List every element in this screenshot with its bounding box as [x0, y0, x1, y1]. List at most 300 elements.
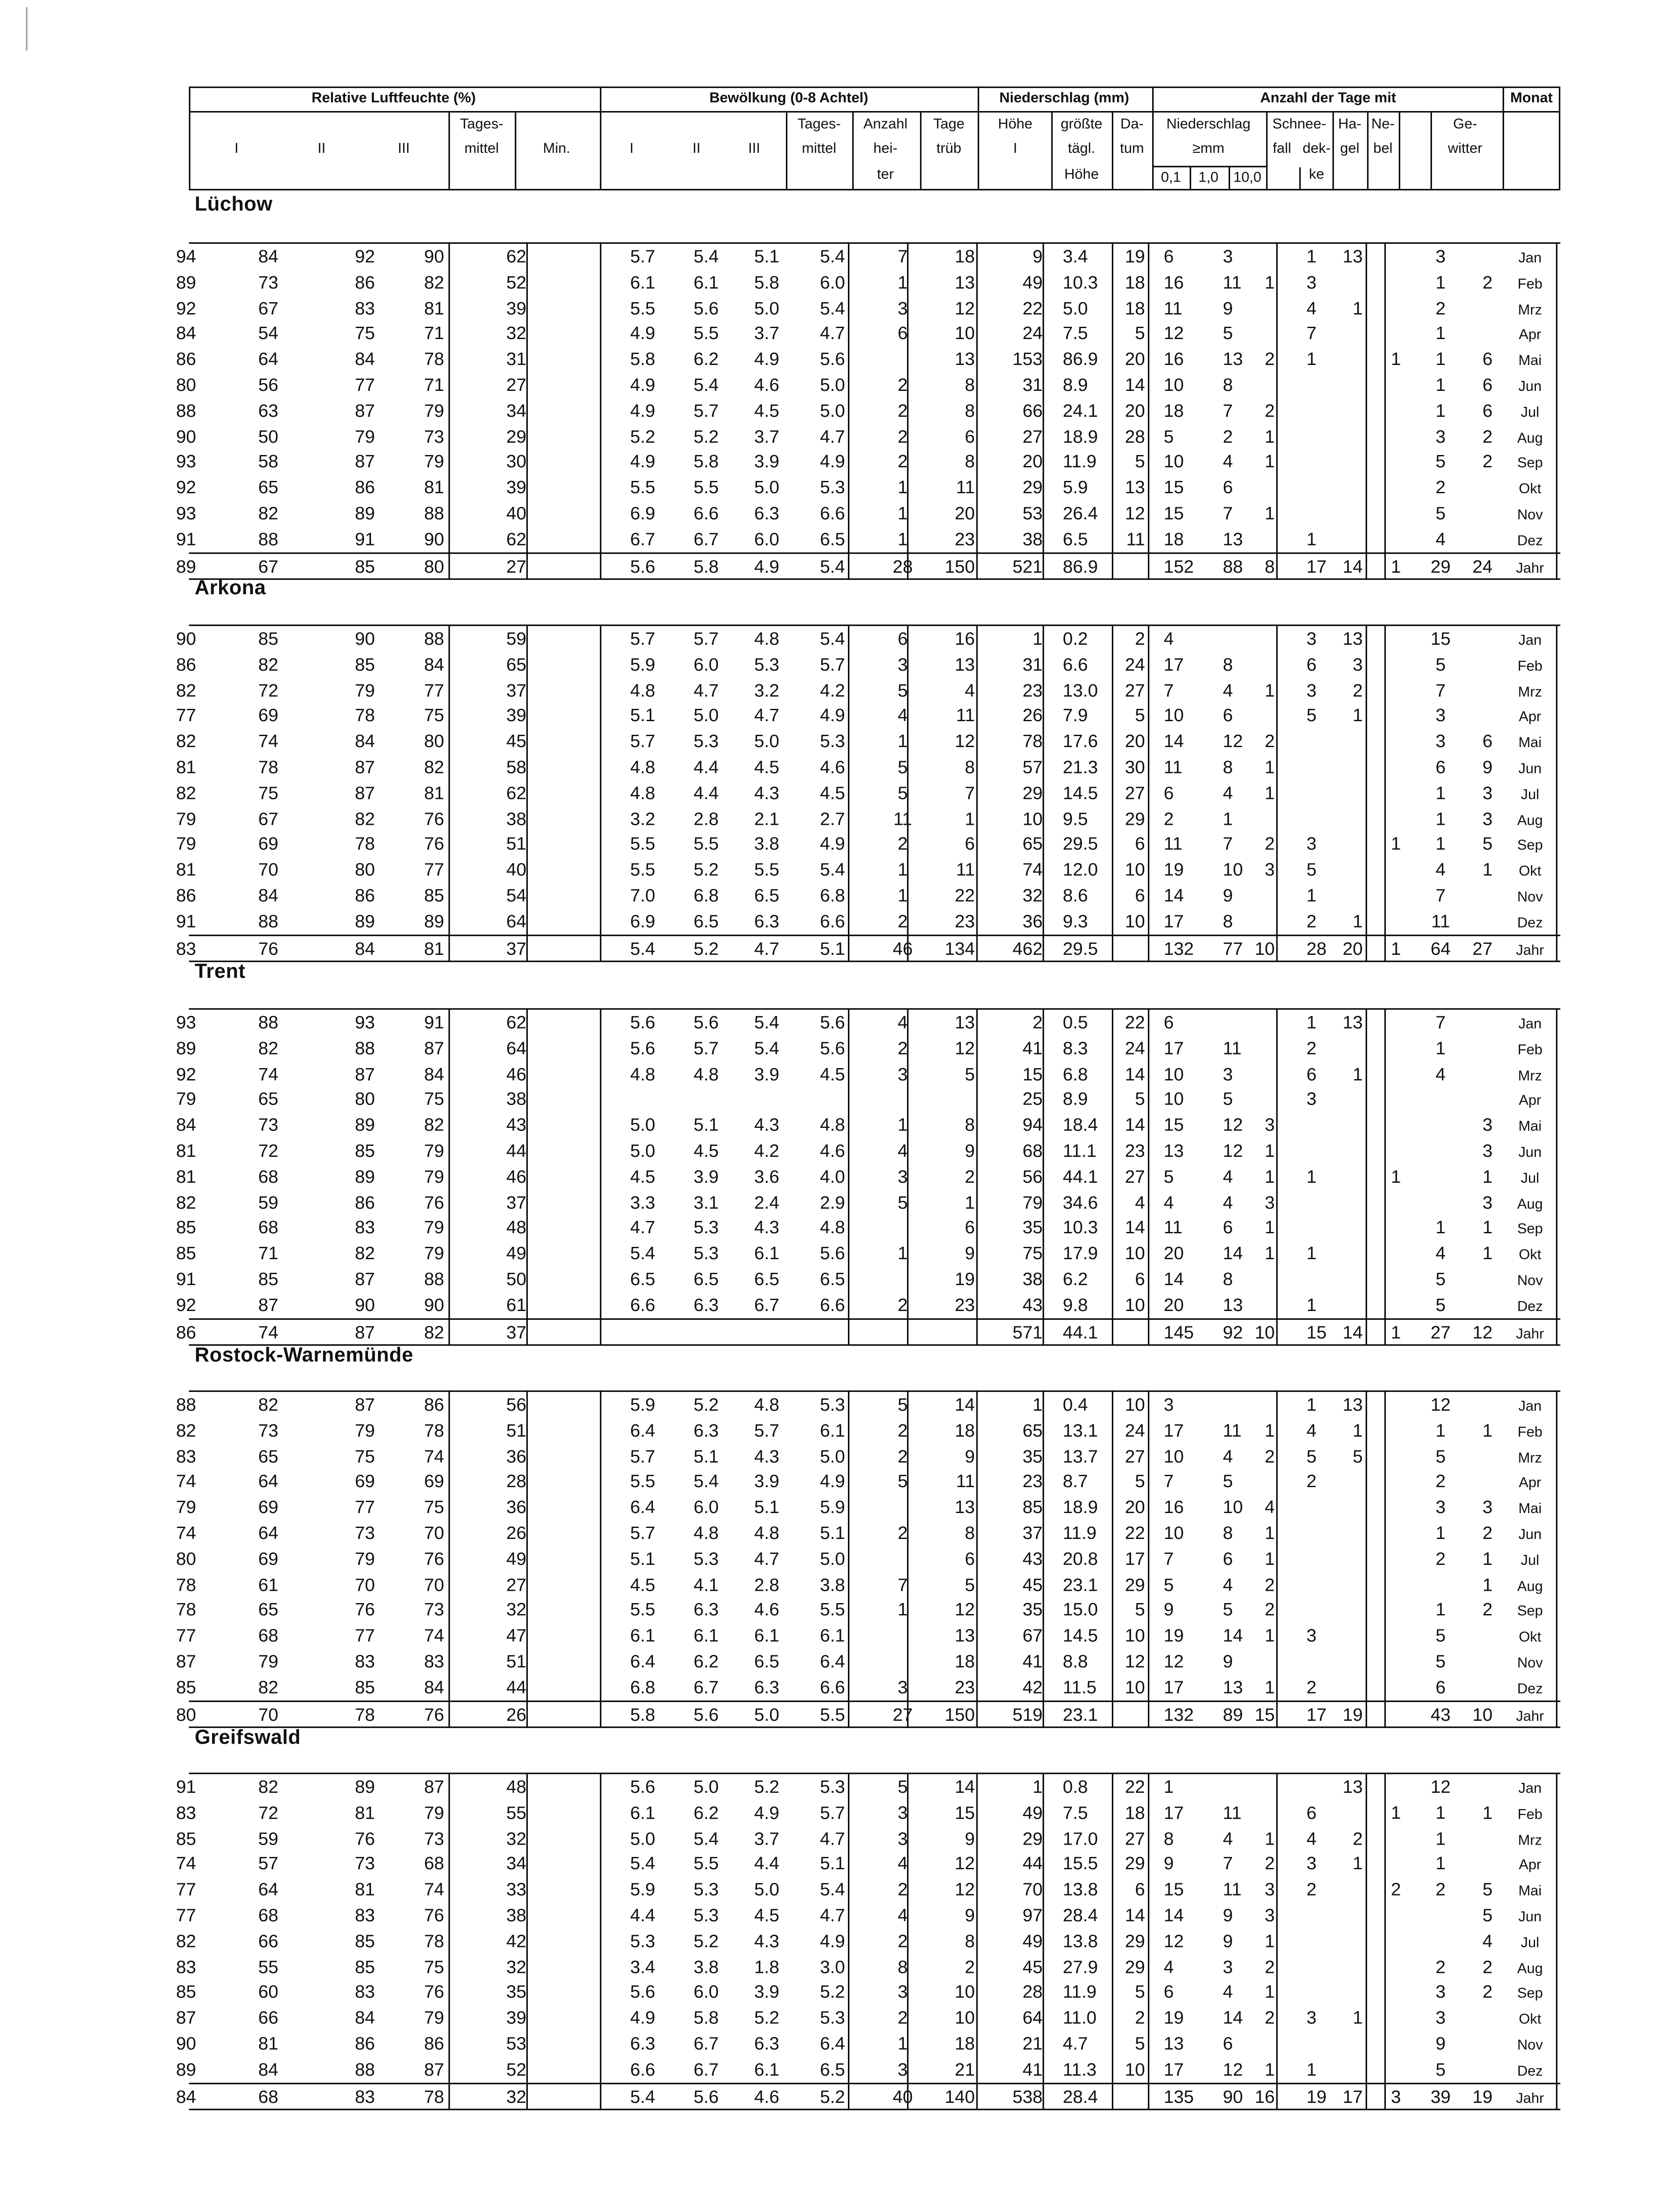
cell-heiter: 1	[898, 731, 908, 752]
cell-nd-10: 6	[1222, 2033, 1233, 2054]
cell-trueb: 134	[945, 938, 975, 959]
cell-rf-i: 84	[176, 2086, 196, 2107]
cell-schnee: 3	[1306, 628, 1317, 649]
cell-groesste: 17.0	[1063, 1828, 1098, 1849]
cell-rf-min: 58	[506, 757, 526, 778]
cell-monat: Mrz	[1518, 684, 1542, 701]
cell-heiter: 5	[898, 1472, 908, 1492]
cell-rf-ii: 54	[258, 323, 278, 344]
cell-rf-tm: 89	[424, 911, 444, 932]
cell-rf-i: 82	[176, 731, 196, 752]
cell-bw-iii: 4.7	[754, 938, 779, 959]
cell-bw-ii: 5.3	[693, 1549, 719, 1569]
cell-bw-iii: 2.8	[754, 1574, 779, 1595]
cell-groesste: 17.9	[1063, 1243, 1098, 1264]
cell-bw-ii: 5.5	[693, 477, 719, 498]
cell-bw-tm: 5.3	[820, 1394, 845, 1415]
cell-hoehe: 36	[1022, 911, 1043, 932]
cell-hoehe: 64	[1022, 2008, 1043, 2029]
cell-hoehe: 44	[1022, 1854, 1043, 1875]
cell-rf-iii: 90	[355, 1295, 375, 1315]
cell-nd-10: 8	[1222, 654, 1233, 675]
cell-bw-ii: 5.5	[693, 1854, 719, 1875]
cell-nebel: 2	[1435, 1549, 1446, 1569]
cell-gewitter: 3	[1482, 1192, 1493, 1213]
cell-rf-tm: 79	[424, 1167, 444, 1187]
cell-rf-min: 27	[506, 1574, 526, 1595]
cell-heiter: 2	[898, 1879, 908, 1900]
cell-hoehe: 25	[1022, 1089, 1043, 1110]
cell-hoehe: 571	[1012, 1322, 1043, 1343]
cell-groesste: 11.9	[1063, 452, 1097, 473]
cell-rf-tm: 79	[424, 1802, 444, 1823]
cell-datum: 29	[1125, 1957, 1145, 1977]
cell-trueb: 10	[955, 323, 975, 344]
cell-nd-10: 13	[1222, 529, 1243, 549]
cell-rf-i: 74	[176, 1472, 196, 1492]
cell-bw-iii: 2.1	[754, 809, 779, 829]
cell-nebel: 7	[1435, 1012, 1446, 1033]
cell-bw-i: 5.5	[630, 1600, 656, 1621]
cell-datum: 20	[1125, 731, 1145, 752]
cell-hoehe: 1	[1032, 1777, 1043, 1797]
cell-trueb: 23	[955, 1677, 975, 1698]
cell-bw-tm: 5.6	[820, 1243, 845, 1264]
cell-nebel: 1	[1435, 1828, 1446, 1849]
cell-nebel: 5	[1435, 503, 1446, 524]
cell-rf-ii: 55	[258, 1957, 278, 1977]
cell-rf-ii: 84	[258, 246, 278, 267]
cell-bw-tm: 5.7	[820, 654, 845, 675]
cell-nd-10: 8	[1222, 911, 1233, 932]
cell-groesste: 11.3	[1063, 2059, 1097, 2080]
cell-bw-tm: 6.4	[820, 1651, 845, 1672]
cell-bw-iii: 5.5	[754, 860, 779, 880]
cell-decke: 13	[1342, 1777, 1363, 1797]
cell-groesste: 13.0	[1063, 680, 1098, 701]
cell-bw-ii: 5.3	[693, 1243, 719, 1264]
cell-nd-100: 2	[1265, 349, 1275, 370]
cell-rf-min: 32	[506, 323, 526, 344]
cell-bw-tm: 5.4	[820, 556, 845, 577]
cell-rf-iii: 73	[355, 1854, 375, 1875]
col-anzahl-1: Anzahl	[863, 117, 908, 133]
cell-rf-ii: 68	[258, 1625, 278, 1646]
cell-rf-i: 78	[176, 1600, 196, 1621]
cell-heiter: 2	[898, 1446, 908, 1466]
cell-rf-i: 79	[176, 809, 196, 829]
cell-groesste: 13.1	[1063, 1420, 1098, 1441]
col-anzahl-2: hei-	[873, 141, 898, 157]
cell-datum: 10	[1125, 860, 1145, 880]
cell-rf-i: 77	[176, 1625, 196, 1646]
cell-bw-ii: 5.7	[693, 401, 719, 421]
cell-monat: Dez	[1517, 915, 1543, 932]
cell-nd-01: 6	[1164, 1012, 1174, 1033]
cell-nd-01: 15	[1164, 1879, 1184, 1900]
cell-datum: 18	[1125, 298, 1145, 318]
cell-rf-i: 93	[176, 452, 196, 473]
cell-rf-i: 87	[176, 1651, 196, 1672]
cell-nd-01: 10	[1164, 452, 1184, 473]
cell-trueb: 16	[955, 628, 975, 649]
cell-nd-10: 90	[1222, 2086, 1243, 2107]
cell-rf-min: 49	[506, 1243, 526, 1264]
cell-nebel: 11	[1431, 911, 1450, 932]
cell-bw-iii: 5.0	[754, 1704, 779, 1725]
cell-datum: 29	[1125, 1931, 1145, 1951]
cell-trueb: 13	[955, 654, 975, 675]
cell-datum: 22	[1125, 1777, 1145, 1797]
cell-datum: 29	[1125, 1854, 1145, 1875]
cell-schnee: 3	[1306, 834, 1317, 855]
cell-gewitter: 27	[1472, 938, 1493, 959]
cell-bw-iii: 6.5	[754, 885, 779, 906]
cell-gewitter: 6	[1482, 375, 1493, 395]
cell-hoehe: 38	[1022, 529, 1043, 549]
cell-bw-i: 6.1	[630, 1625, 656, 1646]
cell-bw-iii: 6.0	[754, 529, 779, 549]
cell-trueb: 9	[965, 1905, 975, 1926]
cell-bw-tm: 6.6	[820, 503, 845, 524]
cell-nd-10: 13	[1222, 1677, 1243, 1698]
cell-trueb: 1	[965, 1192, 975, 1213]
cell-bw-i: 4.7	[630, 1218, 656, 1239]
cell-rf-i: 86	[176, 885, 196, 906]
cell-rf-iii: 85	[355, 1957, 375, 1977]
cell-trueb: 8	[965, 1931, 975, 1951]
cell-trueb: 8	[965, 757, 975, 778]
cell-rf-tm: 85	[424, 885, 444, 906]
cell-monat: Jun	[1518, 1527, 1542, 1543]
cell-bw-iii: 5.0	[754, 477, 779, 498]
cell-nebel: 15	[1430, 628, 1451, 649]
cell-datum: 5	[1135, 1472, 1145, 1492]
cell-trueb: 21	[955, 2059, 975, 2080]
cell-nd-10: 7	[1222, 401, 1233, 421]
cell-trueb: 13	[955, 1625, 975, 1646]
cell-hoehe: 462	[1012, 938, 1043, 959]
cell-trueb: 12	[955, 1879, 975, 1900]
cell-rf-tm: 81	[424, 477, 444, 498]
cell-bw-iii: 4.9	[754, 349, 779, 370]
cell-nd-01: 15	[1164, 477, 1184, 498]
cell-monat: Jul	[1521, 405, 1539, 421]
cell-groesste: 6.2	[1063, 1269, 1088, 1289]
cell-bw-iii: 5.8	[754, 272, 779, 293]
cell-bw-i: 6.3	[630, 2033, 656, 2054]
cell-schnee: 4	[1306, 1828, 1317, 1849]
cell-hoehe: 24	[1022, 323, 1043, 344]
col-datum-1: Da-	[1120, 117, 1144, 133]
cell-rf-ii: 64	[258, 1523, 278, 1543]
cell-nd-100: 1	[1265, 1677, 1275, 1698]
cell-datum: 10	[1125, 1295, 1145, 1315]
cell-heiter: 1	[898, 477, 908, 498]
cell-bw-tm: 5.4	[820, 860, 845, 880]
cell-rf-min: 45	[506, 731, 526, 752]
cell-heiter: 3	[898, 298, 908, 318]
cell-schnee: 2	[1306, 1879, 1317, 1900]
cell-trueb: 10	[955, 2008, 975, 2029]
cell-rf-min: 48	[506, 1218, 526, 1239]
cell-rf-ii: 59	[258, 1192, 278, 1213]
cell-rf-i: 85	[176, 1677, 196, 1698]
cell-heiter: 1	[898, 1600, 908, 1621]
cell-bw-iii: 3.9	[754, 1982, 779, 2003]
cell-hagel: 1	[1391, 834, 1401, 855]
cell-nebel: 2	[1435, 1879, 1446, 1900]
cell-groesste: 8.3	[1063, 1038, 1088, 1058]
cell-heiter: 3	[898, 1802, 908, 1823]
cell-nd-01: 5	[1164, 1167, 1174, 1187]
cell-bw-iii: 6.5	[754, 1269, 779, 1289]
cell-rf-tm: 70	[424, 1523, 444, 1543]
cell-datum: 14	[1125, 375, 1145, 395]
cell-rf-iii: 75	[355, 1446, 375, 1466]
cell-nd-10: 9	[1222, 298, 1233, 318]
cell-gewitter: 5	[1482, 834, 1493, 855]
cell-rf-i: 81	[176, 860, 196, 880]
cell-monat: Jan	[1518, 1399, 1542, 1415]
cell-hoehe: 35	[1022, 1218, 1043, 1239]
cell-nd-01: 9	[1164, 1600, 1174, 1621]
cell-groesste: 17.6	[1063, 731, 1098, 752]
cell-groesste: 11.1	[1063, 1141, 1097, 1161]
cell-nd-100: 1	[1265, 272, 1275, 293]
cell-nd-01: 2	[1164, 809, 1174, 829]
cell-datum: 2	[1135, 2008, 1145, 2029]
cell-datum: 13	[1125, 477, 1145, 498]
cell-nebel: 6	[1435, 1677, 1446, 1698]
cell-bw-ii: 4.8	[693, 1064, 719, 1084]
cell-nd-10: 9	[1222, 1651, 1233, 1672]
cell-bw-tm: 5.0	[820, 1446, 845, 1466]
cell-heiter: 8	[898, 1957, 908, 1977]
cell-bw-i: 6.4	[630, 1420, 656, 1441]
cell-rf-tm: 69	[424, 1472, 444, 1492]
cell-rf-min: 26	[506, 1704, 526, 1725]
cell-trueb: 15	[955, 1802, 975, 1823]
cell-bw-ii: 4.1	[693, 1574, 719, 1595]
cell-bw-tm: 5.6	[820, 1038, 845, 1058]
cell-trueb: 8	[965, 401, 975, 421]
cell-bw-ii: 6.0	[693, 654, 719, 675]
cell-datum: 20	[1125, 349, 1145, 370]
cell-datum: 5	[1135, 323, 1145, 344]
cell-hoehe: 97	[1022, 1905, 1043, 1926]
cell-datum: 12	[1125, 1651, 1145, 1672]
cell-nd-100: 1	[1265, 426, 1275, 447]
cell-heiter: 5	[898, 1394, 908, 1415]
cell-rf-ii: 50	[258, 426, 278, 447]
cell-rf-ii: 59	[258, 1828, 278, 1849]
cell-bw-iii: 6.3	[754, 911, 779, 932]
cell-monat: Dez	[1517, 533, 1543, 549]
station-table	[176, 1391, 1560, 1729]
cell-rf-min: 49	[506, 1549, 526, 1569]
cell-rf-ii: 74	[258, 1322, 278, 1343]
cell-trueb: 5	[965, 1064, 975, 1084]
cell-heiter: 2	[898, 1038, 908, 1058]
cell-heiter: 3	[898, 654, 908, 675]
cell-rf-tm: 76	[424, 809, 444, 829]
cell-monat: Mai	[1518, 1120, 1542, 1136]
cell-bw-tm: 4.8	[820, 1115, 845, 1136]
cell-nebel: 43	[1430, 1704, 1451, 1725]
cell-heiter: 4	[898, 1905, 908, 1926]
cell-monat: Feb	[1518, 276, 1543, 293]
cell-nd-01: 7	[1164, 1472, 1174, 1492]
cell-gewitter: 5	[1482, 1879, 1493, 1900]
cell-nd-01: 20	[1164, 1295, 1184, 1315]
cell-datum: 27	[1125, 680, 1145, 701]
cell-datum: 27	[1125, 1828, 1145, 1849]
cell-rf-tm: 83	[424, 1651, 444, 1672]
cell-nd-10: 88	[1222, 556, 1243, 577]
cell-rf-min: 32	[506, 1828, 526, 1849]
cell-nd-100: 2	[1265, 1854, 1275, 1875]
cell-datum: 4	[1135, 1192, 1145, 1213]
cell-nd-01: 12	[1164, 1931, 1184, 1951]
cell-rf-iii: 84	[355, 938, 375, 959]
cell-bw-ii: 6.5	[693, 911, 719, 932]
cell-nebel: 12	[1430, 1777, 1451, 1797]
col-gewitter-1: Ge-	[1453, 117, 1478, 133]
cell-rf-min: 62	[506, 1012, 526, 1033]
col-bw-tagesmittel-2: mittel	[802, 141, 836, 157]
cell-gewitter: 3	[1482, 1141, 1493, 1161]
cell-hagel: 2	[1391, 1879, 1401, 1900]
cell-groesste: 6.6	[1063, 654, 1088, 675]
cell-rf-tm: 76	[424, 1982, 444, 2003]
cell-schnee: 2	[1306, 1472, 1317, 1492]
cell-bw-ii: 5.5	[693, 834, 719, 855]
cell-nd-10: 12	[1222, 1115, 1243, 1136]
cell-nd-01: 6	[1164, 246, 1174, 267]
cell-bw-i: 5.4	[630, 1854, 656, 1875]
cell-groesste: 6.5	[1063, 529, 1088, 549]
cell-bw-ii: 4.5	[693, 1141, 719, 1161]
cell-rf-min: 61	[506, 1295, 526, 1315]
group-relative-luftfeuchte: Relative Luftfeuchte (%)	[311, 90, 476, 107]
cell-rf-tm: 90	[424, 529, 444, 549]
cell-nebel: 4	[1435, 1064, 1446, 1084]
cell-monat: Apr	[1518, 328, 1541, 344]
cell-nebel: 1	[1435, 272, 1446, 293]
cell-bw-tm: 5.4	[820, 1879, 845, 1900]
cell-datum: 14	[1125, 1064, 1145, 1084]
col-tage-1: Tage	[933, 117, 965, 133]
cell-rf-min: 44	[506, 1677, 526, 1698]
cell-bw-i: 5.5	[630, 298, 656, 318]
cell-hoehe: 35	[1022, 1446, 1043, 1466]
cell-rf-i: 88	[176, 401, 196, 421]
cell-bw-tm: 6.6	[820, 911, 845, 932]
cell-schnee: 3	[1306, 2008, 1317, 2029]
cell-bw-tm: 4.7	[820, 426, 845, 447]
cell-rf-i: 94	[176, 246, 196, 267]
cell-rf-iii: 93	[355, 1012, 375, 1033]
cell-datum: 10	[1125, 1243, 1145, 1264]
cell-monat: Mrz	[1518, 1068, 1542, 1084]
cell-datum: 22	[1125, 1523, 1145, 1543]
cell-bw-i: 6.9	[630, 911, 656, 932]
cell-datum: 10	[1125, 911, 1145, 932]
cell-bw-iii: 5.1	[754, 1497, 779, 1518]
cell-bw-i: 6.1	[630, 1802, 656, 1823]
cell-trueb: 7	[965, 783, 975, 803]
cell-nd-01: 132	[1164, 1704, 1194, 1725]
cell-bw-i: 4.9	[630, 401, 656, 421]
cell-bw-ii: 6.7	[693, 2033, 719, 2054]
cell-rf-i: 92	[176, 477, 196, 498]
cell-rf-tm: 82	[424, 272, 444, 293]
cell-bw-tm: 6.6	[820, 1677, 845, 1698]
cell-rf-ii: 82	[258, 1677, 278, 1698]
cell-hoehe: 41	[1022, 1651, 1043, 1672]
cell-monat: Jahr	[1516, 2091, 1544, 2107]
cell-bw-i: 4.5	[630, 1574, 656, 1595]
cell-hoehe: 79	[1022, 1192, 1043, 1213]
cell-hoehe: 28	[1022, 1982, 1043, 2003]
cell-nd-100: 2	[1265, 1957, 1275, 1977]
cell-rf-min: 39	[506, 477, 526, 498]
cell-rf-tm: 84	[424, 1064, 444, 1084]
cell-rf-iii: 88	[355, 2059, 375, 2080]
cell-gewitter: 6	[1482, 731, 1493, 752]
cell-rf-iii: 80	[355, 860, 375, 880]
cell-rf-i: 92	[176, 1295, 196, 1315]
cell-bw-iii: 3.2	[754, 680, 779, 701]
cell-bw-iii: 4.3	[754, 1931, 779, 1951]
cell-bw-ii: 5.3	[693, 1905, 719, 1926]
cell-bw-ii: 5.6	[693, 2086, 719, 2107]
col-nebel-2: bel	[1373, 141, 1393, 157]
cell-rf-i: 90	[176, 628, 196, 649]
col-hoehe-2: I	[1013, 141, 1017, 157]
cell-rf-min: 51	[506, 834, 526, 855]
cell-bw-ii: 6.1	[693, 272, 719, 293]
cell-bw-i: 4.8	[630, 680, 656, 701]
cell-nebel: 6	[1435, 757, 1446, 778]
cell-decke: 13	[1342, 246, 1363, 267]
cell-nebel: 1	[1435, 1854, 1446, 1875]
cell-nd-100: 1	[1265, 452, 1275, 473]
cell-bw-i: 5.1	[630, 706, 656, 726]
cell-bw-tm: 4.7	[820, 323, 845, 344]
cell-heiter: 3	[898, 1167, 908, 1187]
cell-nd-100: 1	[1265, 2059, 1275, 2080]
cell-rf-tm: 76	[424, 1905, 444, 1926]
cell-datum: 5	[1135, 1982, 1145, 2003]
cell-monat: Jun	[1518, 1910, 1542, 1926]
cell-monat: Mrz	[1518, 302, 1542, 318]
cell-nd-01: 17	[1164, 654, 1184, 675]
cell-nd-01: 4	[1164, 628, 1174, 649]
cell-bw-i: 6.4	[630, 1497, 656, 1518]
cell-schnee: 3	[1306, 1625, 1317, 1646]
cell-rf-tm: 81	[424, 298, 444, 318]
cell-groesste: 8.6	[1063, 885, 1088, 906]
cell-bw-tm: 3.0	[820, 1957, 845, 1977]
cell-decke: 13	[1342, 628, 1363, 649]
cell-hoehe: 66	[1022, 401, 1043, 421]
cell-bw-ii: 3.8	[693, 1957, 719, 1977]
cell-bw-ii: 5.4	[693, 1828, 719, 1849]
cell-rf-i: 92	[176, 1064, 196, 1084]
cell-rf-min: 28	[506, 1472, 526, 1492]
